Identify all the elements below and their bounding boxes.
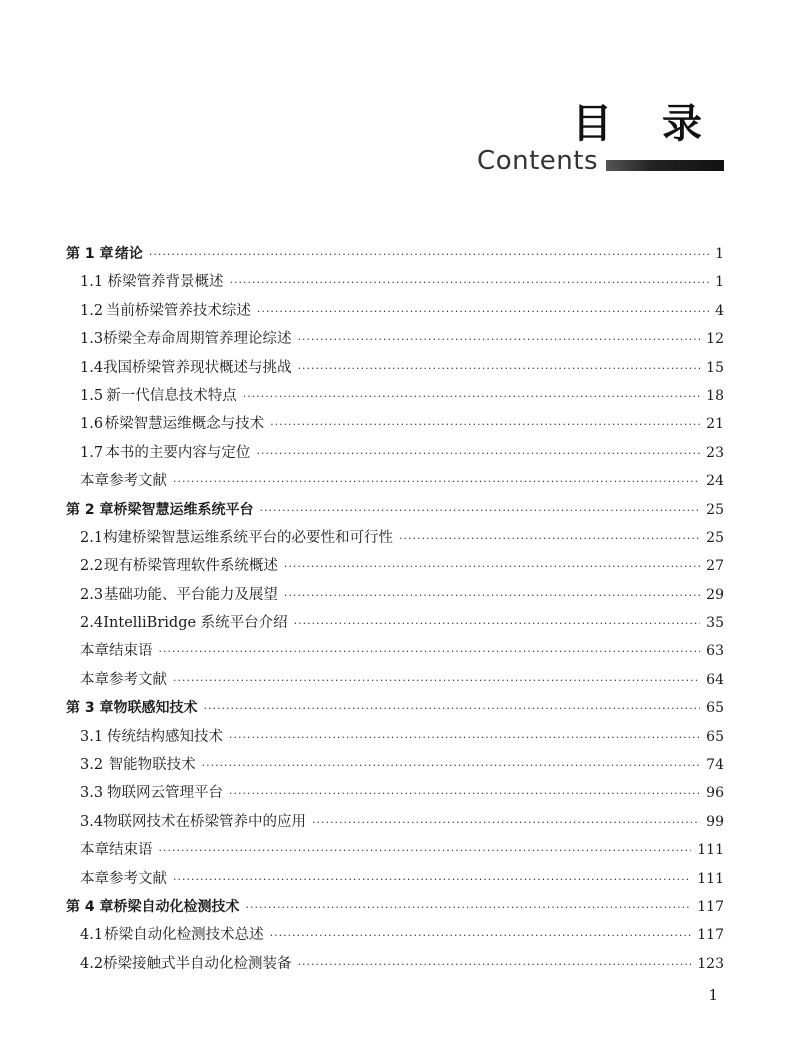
toc-leader-dots <box>204 696 701 724</box>
toc-entry-title: 当前桥梁管养技术综述 <box>105 302 251 319</box>
toc-entry-page: 99 <box>706 813 724 830</box>
toc-entry-number: 1.6 <box>80 416 104 433</box>
toc-entry-number: 2.1 <box>80 529 104 546</box>
toc-entry-chapter[interactable] <box>66 694 724 722</box>
toc-entry-number: 2.2 <box>80 558 104 575</box>
toc-entry-endmatter[interactable] <box>66 836 724 864</box>
toc-entry-page: 15 <box>706 359 724 376</box>
toc-entry-title: 构建桥梁智慧运维系统平台的必要性和可行性 <box>103 529 394 546</box>
toc-entry-page: 117 <box>697 927 724 944</box>
toc-entry-number: 1.1 <box>80 274 104 291</box>
toc-entry-title: 本章参考文献 <box>80 870 167 887</box>
toc-entry-page: 123 <box>697 955 724 972</box>
toc-entry-title: 基础功能、平台能力及展望 <box>103 586 278 603</box>
toc-entry-section[interactable] <box>66 723 724 751</box>
toc-leader-dots <box>243 384 700 412</box>
toc-entry-section[interactable] <box>66 609 724 637</box>
toc-entry-section[interactable] <box>66 439 724 467</box>
toc-entry-endmatter[interactable] <box>66 467 724 495</box>
toc-entry-page: 111 <box>697 842 724 859</box>
toc-entry-number: 1.2 <box>80 302 104 319</box>
toc-leader-dots <box>284 583 700 611</box>
toc-entry-endmatter[interactable] <box>66 865 724 893</box>
toc-entry-chapter[interactable] <box>66 240 724 268</box>
toc-leader-dots <box>260 498 701 526</box>
toc-entry-chapter[interactable] <box>66 893 724 921</box>
toc-entry-number: 1.5 <box>80 387 104 404</box>
toc-entry-title: 本章结束语 <box>80 842 153 859</box>
toc-entry-page: 27 <box>706 558 724 575</box>
toc-entry-page: 117 <box>697 898 724 915</box>
toc-entry-number: 3.3 <box>80 785 104 802</box>
toc-leader-dots <box>284 554 700 582</box>
toc-entry-page: 24 <box>706 473 724 490</box>
toc-entry-section[interactable] <box>66 552 724 580</box>
toc-leader-dots <box>229 725 700 753</box>
toc-leader-dots <box>229 270 709 298</box>
toc-entry-page: 1 <box>715 274 724 291</box>
toc-leader-dots <box>298 327 701 355</box>
toc-entry-page: 65 <box>706 700 724 717</box>
toc-entry-page: 18 <box>706 387 724 404</box>
toc-entry-page: 64 <box>706 671 724 688</box>
toc-leader-dots <box>257 299 709 327</box>
toc-leader-dots <box>173 867 691 895</box>
toc-entry-title: 我国桥梁管养现状概述与挑战 <box>103 359 292 376</box>
toc-entry-section[interactable] <box>66 751 724 779</box>
toc-entry-page: 21 <box>706 416 724 433</box>
toc-entry-title: 传统结构感知技术 <box>107 728 223 745</box>
toc-leader-dots <box>246 895 692 923</box>
toc-leader-dots <box>173 469 700 497</box>
toc-entry-page: 25 <box>706 529 724 546</box>
toc-leader-dots <box>229 781 700 809</box>
toc-leader-dots <box>159 639 701 667</box>
toc-entry-section[interactable] <box>66 524 724 552</box>
page-title: 目 录 <box>572 101 720 147</box>
toc-entry-section[interactable] <box>66 325 724 353</box>
toc-entry-title: 物联感知技术 <box>113 700 198 717</box>
toc-leader-dots <box>202 753 701 781</box>
toc-entry-page: 4 <box>715 302 724 319</box>
toc-leader-dots <box>173 668 700 696</box>
toc-entry-title: 本章参考文献 <box>80 671 167 688</box>
table-of-contents <box>66 240 724 978</box>
toc-entry-section[interactable] <box>66 808 724 836</box>
toc-entry-endmatter[interactable] <box>66 666 724 694</box>
toc-entry-title: 现有桥梁管理软件系统概述 <box>103 558 278 575</box>
toc-entry-title: 本书的主要内容与定位 <box>105 444 251 461</box>
toc-entry-number: 4.1 <box>80 927 104 944</box>
toc-entry-page: 65 <box>706 728 724 745</box>
toc-entry-chapter[interactable] <box>66 496 724 524</box>
toc-entry-title: 新一代信息技术特点 <box>106 387 237 404</box>
toc-leader-dots <box>256 441 700 469</box>
toc-entry-number: 2.3 <box>80 586 104 603</box>
toc-leader-dots <box>270 412 700 440</box>
toc-leader-dots <box>294 611 701 639</box>
toc-entry-section[interactable] <box>66 581 724 609</box>
toc-entry-page: 1 <box>715 246 724 262</box>
toc-entry-title: 物联网技术在桥梁管养中的应用 <box>103 813 307 830</box>
toc-entry-section[interactable] <box>66 950 724 978</box>
toc-entry-title: IntelliBridge 系统平台介绍 <box>103 615 288 632</box>
toc-leader-dots <box>298 356 701 384</box>
toc-entry-page: 12 <box>706 331 724 348</box>
toc-entry-number: 3.2 <box>80 757 104 774</box>
toc-leader-dots <box>159 838 692 866</box>
toc-entry-section[interactable] <box>66 354 724 382</box>
toc-entry-number: 第 2 章 <box>66 501 114 518</box>
toc-entry-title: 桥梁智慧运维概念与技术 <box>104 416 265 433</box>
decorative-bar <box>606 160 724 171</box>
toc-entry-section[interactable] <box>66 382 724 410</box>
toc-entry-number: 第 4 章 <box>66 898 114 915</box>
toc-entry-title: 桥梁管养背景概述 <box>107 274 224 291</box>
toc-entry-page: 96 <box>706 785 724 802</box>
page-subtitle: Contents <box>477 146 598 176</box>
toc-entry-title: 本章参考文献 <box>80 473 167 490</box>
toc-entry-title: 桥梁接触式半自动化检测装备 <box>103 955 292 972</box>
toc-entry-section[interactable] <box>66 268 724 296</box>
toc-entry-page: 63 <box>706 643 724 660</box>
toc-entry-number: 1.3 <box>80 331 104 348</box>
toc-leader-dots <box>399 526 700 554</box>
toc-entry-title: 桥梁全寿命周期管养理论综述 <box>103 331 292 348</box>
toc-entry-number: 1.4 <box>80 359 104 376</box>
toc-entry-number: 第 1 章 <box>66 246 114 262</box>
toc-entry-title: 绪论 <box>114 246 143 262</box>
toc-entry-page: 23 <box>706 444 724 461</box>
toc-leader-dots <box>149 242 709 270</box>
page-number: 1 <box>708 986 718 1004</box>
toc-entry-title: 物联网云管理平台 <box>107 785 223 802</box>
toc-entry-title: 本章结束语 <box>80 643 153 660</box>
toc-entry-endmatter[interactable] <box>66 637 724 665</box>
toc-entry-page: 111 <box>697 870 724 887</box>
toc-entry-number: 2.4 <box>80 615 104 632</box>
toc-entry-title: 桥梁自动化检测技术总述 <box>104 927 264 944</box>
toc-leader-dots <box>298 952 692 980</box>
page-subtitle-block <box>477 148 724 174</box>
toc-leader-dots <box>312 810 700 838</box>
toc-entry-number: 第 3 章 <box>66 700 114 717</box>
toc-entry-section[interactable] <box>66 921 724 949</box>
toc-entry-number: 4.2 <box>80 955 104 972</box>
toc-entry-title: 智能物联技术 <box>108 757 196 774</box>
toc-entry-section[interactable] <box>66 297 724 325</box>
toc-entry-number: 3.1 <box>80 728 104 745</box>
toc-leader-dots <box>270 923 692 951</box>
toc-entry-title: 桥梁智慧运维系统平台 <box>113 501 254 518</box>
toc-entry-section[interactable] <box>66 410 724 438</box>
toc-entry-number: 3.4 <box>80 813 104 830</box>
toc-entry-number: 1.7 <box>80 444 104 461</box>
toc-entry-title: 桥梁自动化检测技术 <box>113 898 240 915</box>
toc-entry-page: 25 <box>706 501 724 518</box>
toc-entry-page: 74 <box>706 757 724 774</box>
toc-entry-page: 35 <box>706 615 724 632</box>
toc-entry-page: 29 <box>706 586 724 603</box>
toc-entry-section[interactable] <box>66 779 724 807</box>
